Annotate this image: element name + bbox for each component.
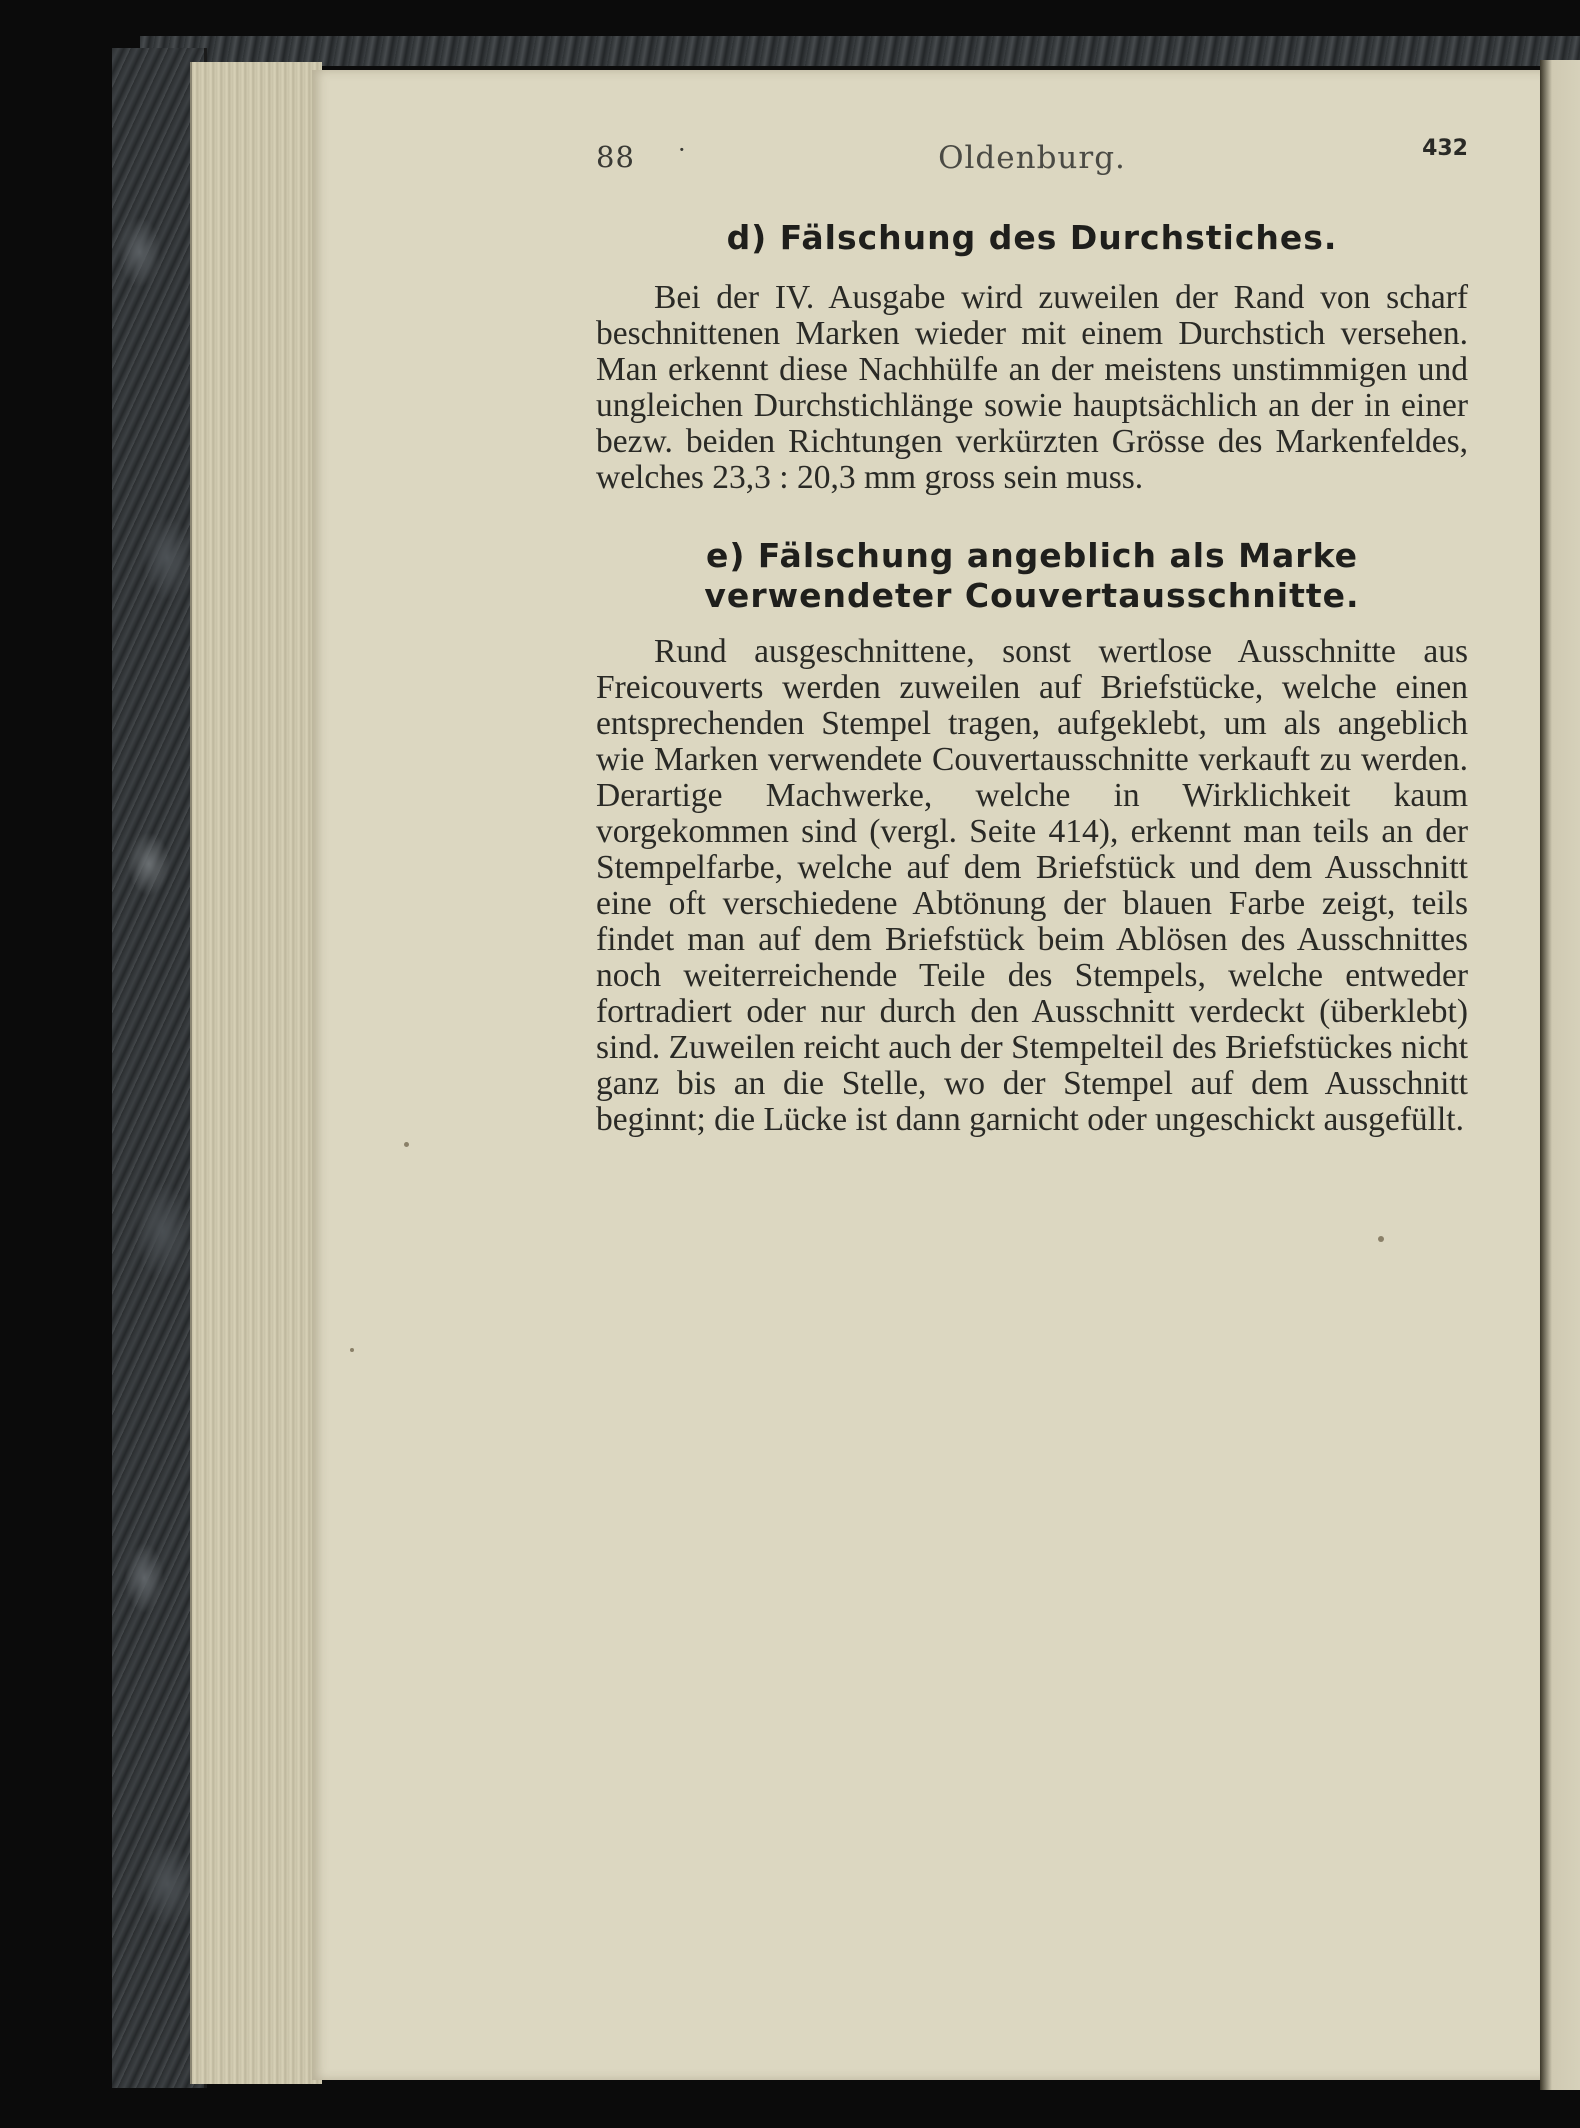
header-dot: · bbox=[678, 136, 686, 164]
section-paragraph-d: Bei der IV. Ausgabe wird zuweilen der Rand von scharf beschnittenen Marken wieder mit einem Durchstich versehen. Man erkennt diese Nachhülfe an der meistens unstimmigen und ungleichen Durchstichlänge sowie hauptsächlich an der in einer bezw. beiden Richtungen verkürzten Grösse des Markenfeldes, welches 23,3 : 20,3 mm gross sein muss. bbox=[596, 279, 1468, 496]
right-page-edge bbox=[1540, 60, 1580, 2090]
page-number-left: 88 bbox=[596, 140, 635, 174]
running-title: Oldenburg. bbox=[938, 140, 1126, 176]
page-block-edges bbox=[190, 62, 322, 2084]
cover-top-edge bbox=[140, 36, 1580, 66]
running-header bbox=[596, 136, 1468, 180]
paper-speck bbox=[404, 1142, 409, 1147]
body-text bbox=[596, 218, 1468, 1138]
section-heading-d: d) Fälschung des Durchstiches. bbox=[726, 218, 1338, 257]
page-number-right: 432 bbox=[1422, 136, 1468, 161]
paper-speck bbox=[1378, 1236, 1384, 1242]
section-heading-e: e) Fälschung angeblich als Marke verwendeter Couvertausschnitte. bbox=[704, 536, 1360, 615]
section-paragraph-e: Rund ausgeschnittene, sonst wertlose Ausschnitte aus Freicouverts werden zuweilen auf Briefstücke, welche einen entsprechenden Stempel tragen, aufgeklebt, um als angeblich wie Marken verwendete Couvertausschnitte verkauft zu werden. Derartige Machwerke, welche in Wirklichkeit kaum vorgekommen sind (vergl. Seite 414), erkennt man teils an der Stempelfarbe, welche auf dem Briefstück und dem Ausschnitt eine oft verschiedene Abtönung der blauen Farbe zeigt, teils findet man auf dem Briefstück beim Ablösen des Ausschnittes noch weiterreichende Teile des Stempels, welche entweder fortradiert oder nur durch den Ausschnitt verdeckt (überklebt) sind. Zuweilen reicht auch der Stempelteil des Briefstückes nicht ganz bis an die Stelle, wo der Stempel auf dem Ausschnitt beginnt; die Lücke ist dann garnicht oder ungeschickt ausgefüllt. bbox=[596, 633, 1468, 1138]
paper-speck bbox=[350, 1348, 354, 1352]
